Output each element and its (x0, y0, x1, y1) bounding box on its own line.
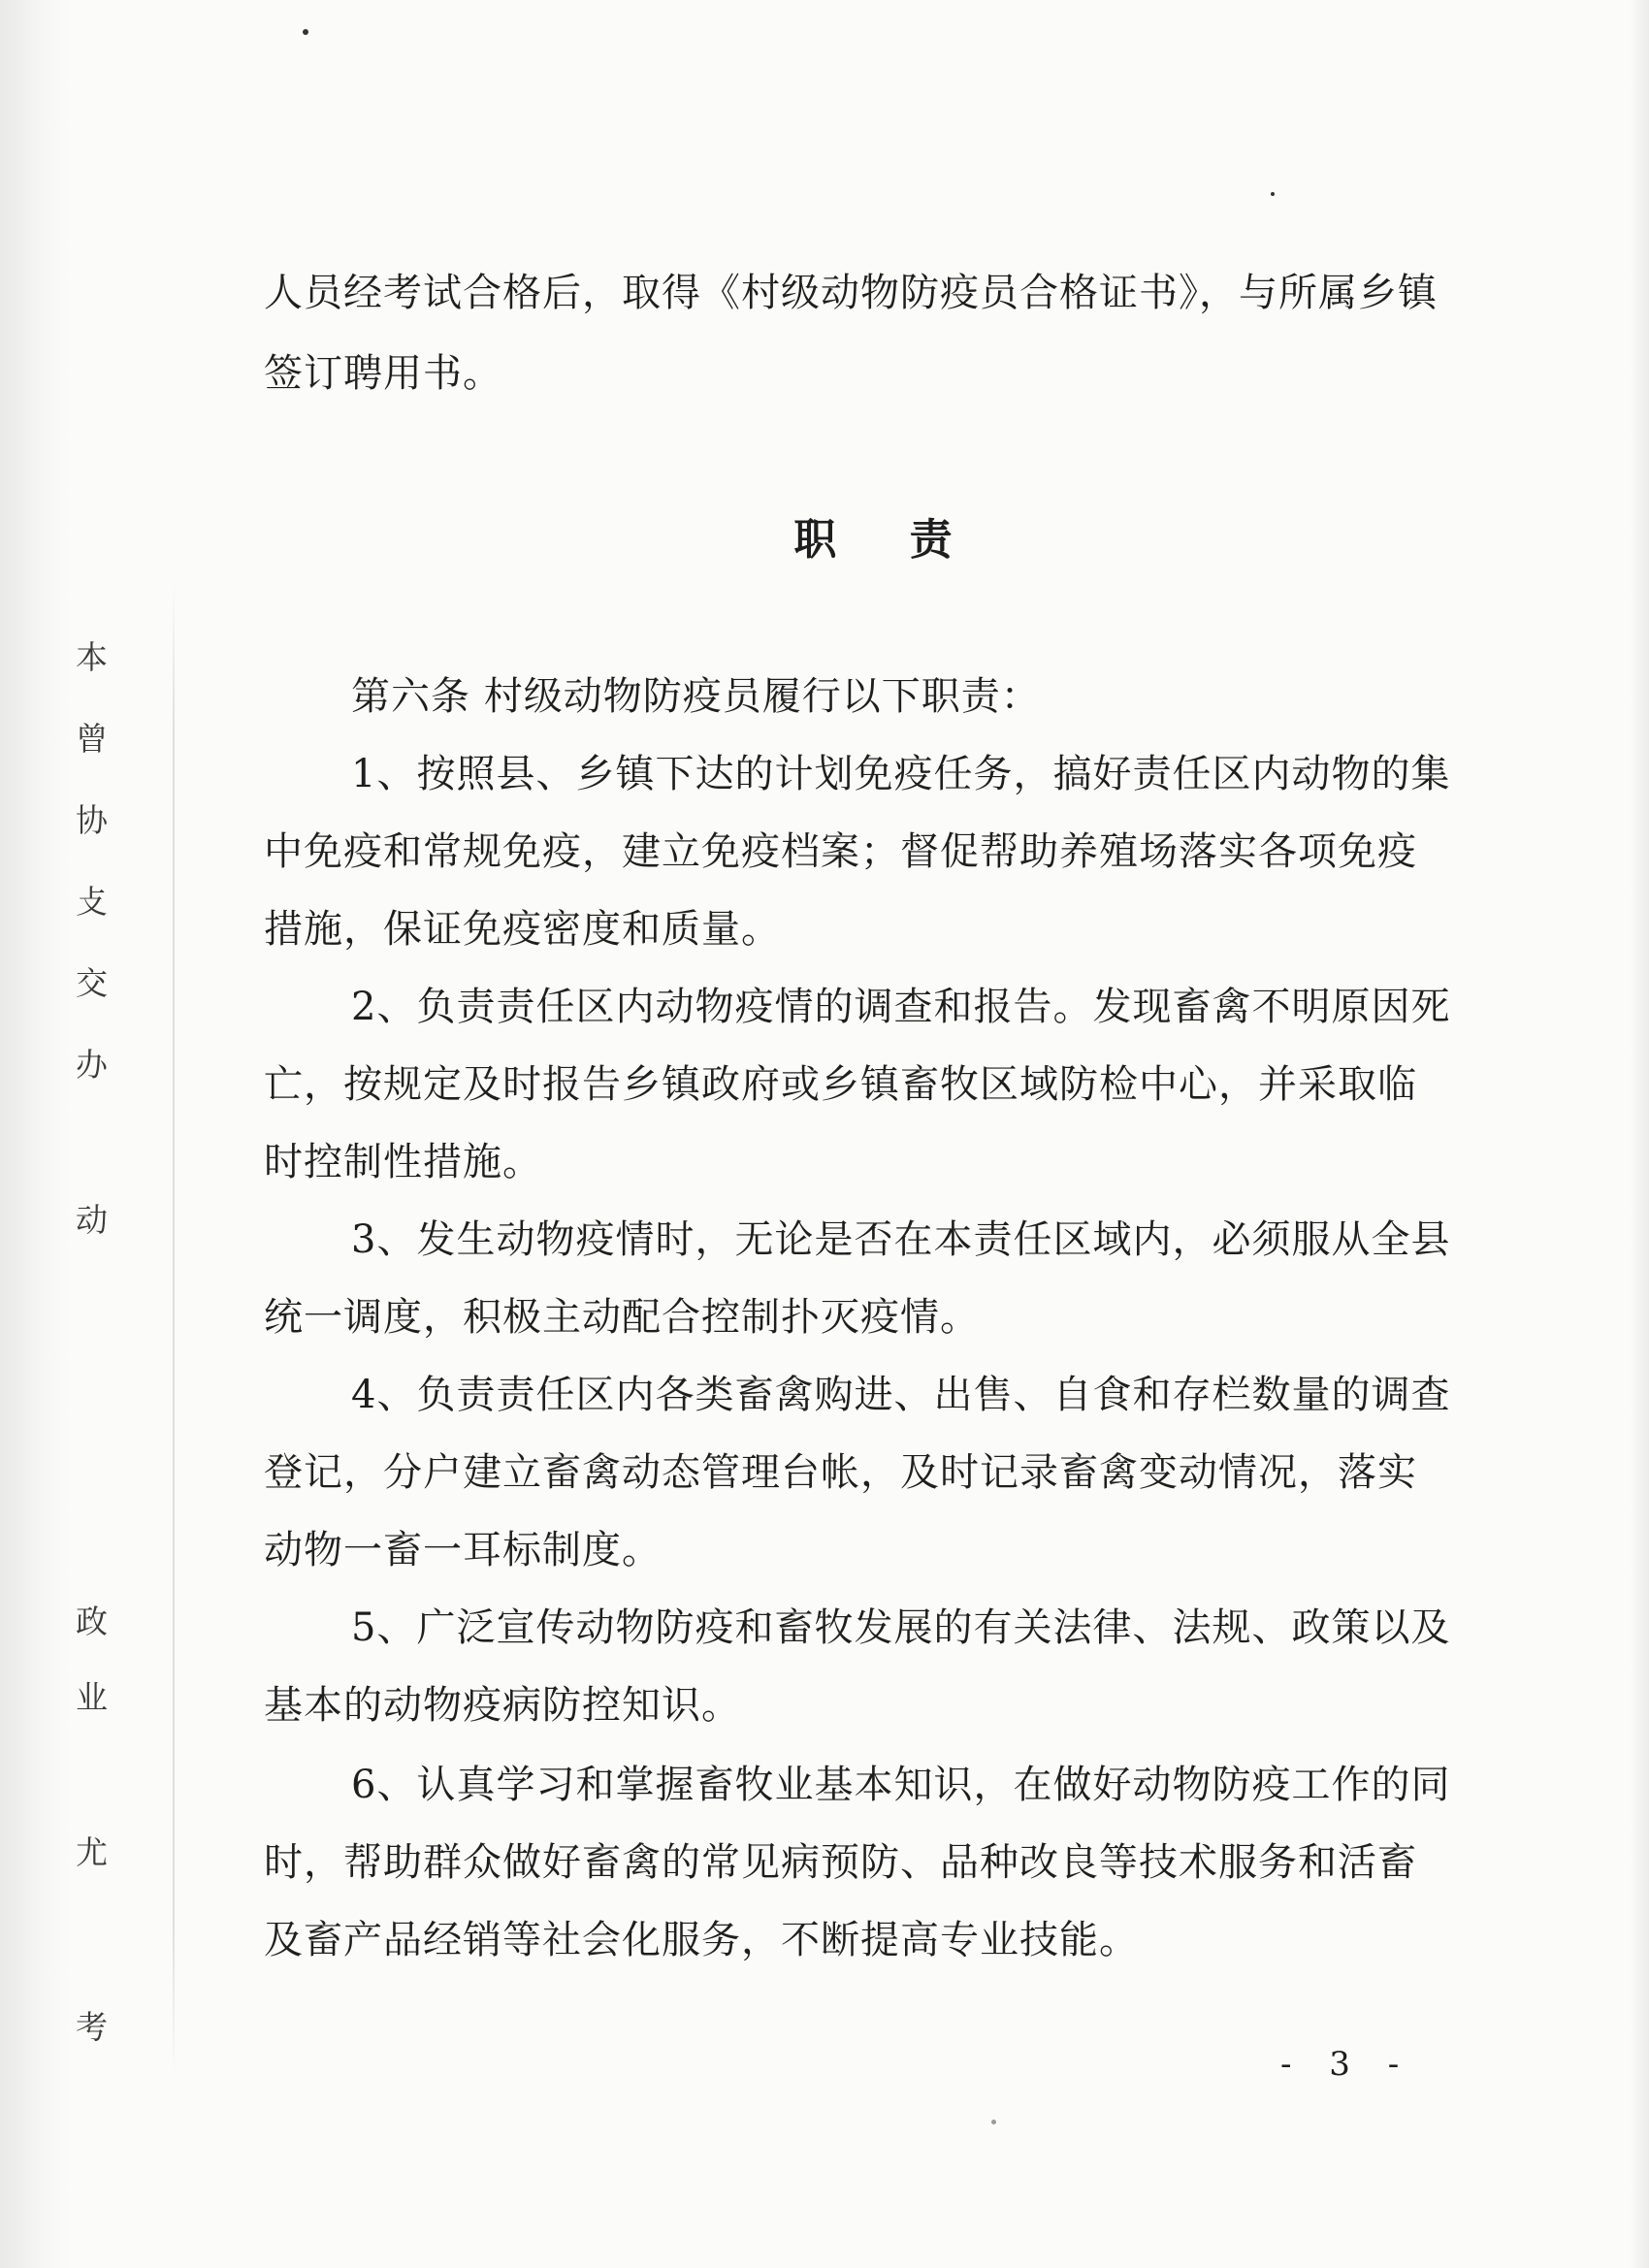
item-line: 中免疫和常规免疫，建立免疫档案；督促帮助养殖场落实各项免疫 (264, 829, 1417, 874)
margin-char: 动 (76, 1201, 108, 1239)
margin-char: 本 (76, 638, 108, 676)
margin-char: 办 (76, 1046, 108, 1084)
section-heading: 职 责 (793, 515, 982, 565)
item-line: 时控制性措施。 (264, 1140, 542, 1184)
scan-shadow-right (1630, 0, 1649, 2268)
item-line: 动物一畜一耳标制度。 (264, 1528, 662, 1572)
item-line: 登记，分户建立畜禽动态管理台帐，及时记录畜禽变动情况，落实 (264, 1450, 1417, 1495)
item-line: 基本的动物疫病防控知识。 (264, 1683, 741, 1728)
item-line: 2、负责责任区内动物疫情的调查和报告。发现畜禽不明原因死 (351, 985, 1451, 1029)
margin-char: 协 (76, 801, 108, 839)
item-line: 4、负责责任区内各类畜禽购进、出售、自食和存栏数量的调查 (351, 1373, 1451, 1417)
item-line: 统一调度，积极主动配合控制扑灭疫情。 (264, 1295, 980, 1340)
article-intro: 第六条 村级动物防疫员履行以下职责： (351, 674, 1041, 719)
binding-crease (173, 582, 175, 2076)
scan-speck (991, 2120, 996, 2124)
item-line: 时，帮助群众做好畜禽的常见病预防、品种改良等技术服务和活畜 (264, 1840, 1417, 1885)
item-line: 3、发生动物疫情时，无论是否在本责任区域内，必须服从全县 (351, 1217, 1451, 1262)
item-line: 6、认真学习和掌握畜牧业基本知识，在做好动物防疫工作的同 (351, 1763, 1451, 1807)
margin-char: 业 (76, 1678, 108, 1716)
item-line: 及畜产品经销等社会化服务，不断提高专业技能。 (264, 1918, 1139, 1962)
margin-char: 交 (76, 964, 108, 1002)
page-number: - 3 - (1280, 2045, 1413, 2084)
bleed-through-margin (76, 0, 134, 2268)
margin-char: 曾 (76, 720, 108, 758)
scan-speck (303, 29, 308, 35)
scan-shadow-left (0, 0, 70, 2268)
item-line: 措施，保证免疫密度和质量。 (264, 907, 781, 952)
margin-char: 考 (76, 2008, 108, 2046)
paragraph-line: 签订聘用书。 (264, 351, 502, 396)
margin-char: 攴 (76, 883, 108, 921)
paragraph-line: 人员经考试合格后，取得《村级动物防疫员合格证书》，与所属乡镇 (264, 271, 1438, 315)
item-line: 1、按照县、乡镇下达的计划免疫任务，搞好责任区内动物的集 (351, 752, 1451, 796)
margin-char: 政 (76, 1603, 108, 1640)
scan-speck (1271, 192, 1275, 196)
item-line: 5、广泛宣传动物防疫和畜牧发展的有关法律、法规、政策以及 (351, 1605, 1451, 1650)
item-line: 亡，按规定及时报告乡镇政府或乡镇畜牧区域防检中心，并采取临 (264, 1062, 1417, 1107)
margin-char: 尤 (76, 1833, 108, 1871)
